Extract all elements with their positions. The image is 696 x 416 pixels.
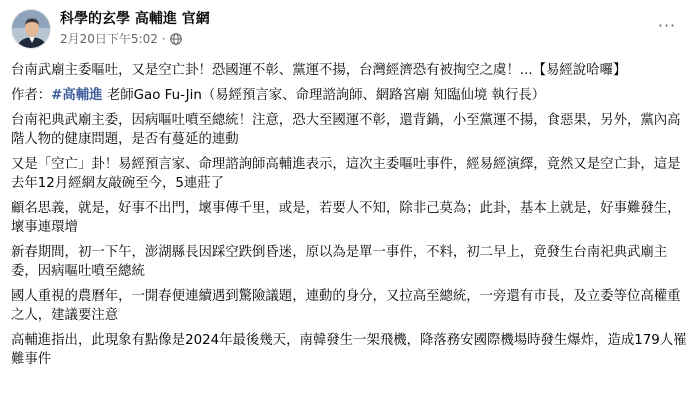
- avatar-photo: [12, 10, 51, 49]
- globe-icon[interactable]: [170, 33, 182, 45]
- paragraph: 顧名思義，就是，好事不出門，壞事傳千里，或是，若要人不知，除非己莫為；此卦，基本上就是，好事難發生，壞事連環增: [11, 201, 681, 235]
- timestamp[interactable]: 2月20日下午5:02: [60, 32, 158, 46]
- more-options-icon[interactable]: ···: [657, 15, 677, 35]
- author-line-prefix: 作者：: [11, 88, 52, 103]
- post-text: [11, 61, 687, 375]
- paragraph: 國人重視的農曆年，一開春便連續遇到驚險議題，連動的身分，又拉高至總統，一旁還有市長，及立委等位高權重之人，建議要注意: [11, 289, 681, 323]
- paragraph: 台南祀典武廟主委，因病嘔吐噴至總統！注意，恐大至國運不彰，還背鍋，小至黨運不揚，食惡果，另外，黨內高階人物的健康問題，是否有蔓延的連動: [11, 113, 681, 147]
- author-line-rest: 老師Gao Fu-Jin（易經預言家、命理諮詢師、網路宮廟 知臨仙境 執行長）: [102, 88, 546, 103]
- author-name[interactable]: 科學的玄學 高輔進 官網: [60, 11, 210, 27]
- post-meta: [60, 31, 182, 47]
- paragraph: 新春期間，初一下午，澎湖縣長因踩空跌倒昏迷，原以為是單一事件，不料，初二早上，竟發生台南祀典武廟主委，因病嘔吐噴至總統: [11, 245, 668, 279]
- author-line: [11, 86, 687, 105]
- paragraph: 又是「空亡」卦！易經預言家、命理諮詢師高輔進表示，這次主委嘔吐事件，經易經演繹，竟然又是空亡卦，這是去年12月經網友敲碗至今，5連莊了: [11, 157, 681, 191]
- post-headline: 台南武廟主委嘔吐，又是空亡卦！恐國運不彰、黨運不揚，台灣經濟恐有被掏空之虞！...【易經說哈囉】: [11, 63, 627, 78]
- avatar[interactable]: [11, 9, 51, 49]
- paragraph: 高輔進指出，此現象有點像是2024年最後幾天，南韓發生一架飛機，降落務安國際機場時發生爆炸，造成179人罹難事件: [11, 333, 687, 367]
- meta-separator: ·: [161, 32, 166, 46]
- hashtag-link[interactable]: #高輔進: [51, 88, 103, 103]
